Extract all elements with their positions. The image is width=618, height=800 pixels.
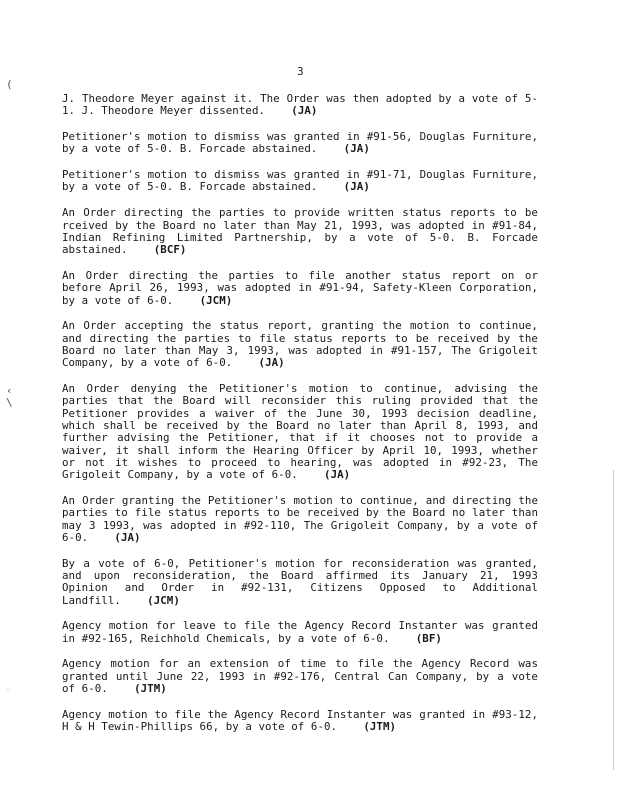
- author-initials: (JA): [324, 468, 351, 482]
- author-initials: (JA): [291, 104, 318, 118]
- author-initials: (JA): [343, 180, 370, 194]
- paragraph-text: An Order granting the Petitioner's motion to continue, and directing the parties to file status reports to be received by the Board no later than may 3 1993, was adopted in #92-110, The Grigoleit Company, by a vote of 6-0.: [62, 493, 538, 544]
- minutes-paragraph: [62, 270, 538, 307]
- author-initials: (JTM): [363, 720, 397, 734]
- author-initials: (BCF): [153, 243, 187, 257]
- author-initials: (JCM): [147, 593, 180, 607]
- paragraph-text: An Order directing the parties to file another status report on or before April 26, 1993, was adopted in #91-94, Safety-Kleen Corporation, by a vote of 6-0.: [62, 268, 538, 307]
- minutes-paragraph: [62, 169, 538, 194]
- paragraph-text: Agency motion to file the Agency Record Instanter was granted in #93-12, H & H Tewin-Phillips 66, by a vote of 6-0.: [62, 707, 538, 734]
- minutes-paragraph: [62, 207, 538, 256]
- paragraph-text: Petitioner's motion to dismiss was granted in #91-71, Douglas Furniture, by a vote of 5-0. B. Forcade abstained.: [62, 168, 538, 194]
- author-initials: (BF): [415, 631, 442, 645]
- paragraph-text: J. Theodore Meyer against it. The Order was then adopted by a vote of 5-1. J. Theodore Meyer dissented.: [62, 92, 538, 118]
- minutes-paragraph: [62, 709, 538, 734]
- minutes-body: [62, 93, 538, 747]
- scan-mark-top: (: [6, 78, 13, 91]
- paragraph-text: An Order accepting the status report, granting the motion to continue, and directing the parties to file status reports to be received by the Board no later than May 3, 1993, was adopted in #91-157, The Grigoleit Company, by a vote of 6-0.: [62, 319, 538, 370]
- author-initials: (JTM): [134, 681, 167, 695]
- author-initials: (JA): [258, 356, 285, 370]
- scan-mark-middle: ‹: [6, 384, 13, 397]
- scan-edge-line: [613, 470, 614, 770]
- author-initials: (JA): [114, 530, 141, 544]
- minutes-paragraph: [62, 558, 538, 607]
- author-initials: (JA): [343, 142, 370, 156]
- minutes-paragraph: [62, 658, 538, 695]
- minutes-paragraph: [62, 131, 538, 156]
- paragraph-text: Petitioner's motion to dismiss was granted in #91-56, Douglas Furniture, by a vote of 5-0. B. Forcade abstained.: [62, 130, 538, 156]
- paragraph-text: Agency motion for leave to file the Agency Record Instanter was granted in #92-165, Reichhold Chemicals, by a vote of 6-0.: [62, 619, 538, 645]
- minutes-paragraph: [62, 495, 538, 544]
- paragraph-text: By a vote of 6-0, Petitioner's motion for reconsideration was granted, and upon reconsideration, the Board affirmed its January 21, 1993 Opinion and Order in #92-131, Citizens Opposed to Additional Landfill.: [62, 556, 538, 607]
- paragraph-text: Agency motion for an extension of time to file the Agency Record was granted until June 22, 1993 in #92-176, Central Can Company, by a vote of 6-0.: [62, 657, 538, 695]
- scan-mark-bottom: ⁘: [6, 686, 12, 694]
- minutes-paragraph: [62, 383, 538, 481]
- paragraph-text: An Order directing the parties to provide written status reports to be rceived by the Board no later than May 21, 1993, was adopted in #91-84, Indian Refining Limited Partnership, by a vote of 5-0. B. Forcade abstained.: [62, 206, 538, 257]
- minutes-paragraph: [62, 620, 538, 645]
- minutes-paragraph: [62, 93, 538, 118]
- page-number: 3: [297, 65, 304, 78]
- minutes-paragraph: [62, 320, 538, 369]
- paragraph-text: An Order denying the Petitioner's motion to continue, advising the parties that the Board will reconsider this ruling provided that the Petitioner provides a waiver of the June 30, 1993 decision deadline, which shall be received by the Board no later than April 8, 1993, and further advising the Petitioner, that if it chooses not to provide a waiver, it shall inform the Hearing Officer by April 10, 1993, whether or not it wishes to proceed to hearing, was adopted in #92-23, The Grigoleit Company, by a vote of 6-0.: [62, 382, 538, 482]
- scan-mark-middle-2: \: [6, 396, 13, 409]
- author-initials: (JCM): [199, 293, 233, 307]
